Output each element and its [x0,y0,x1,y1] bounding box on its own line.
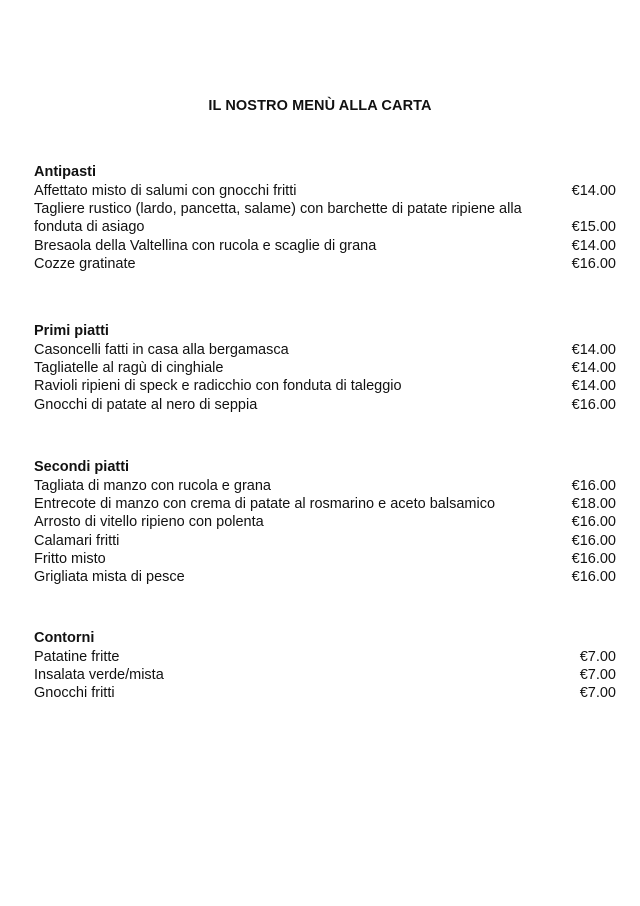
item-name: Fritto misto [34,550,106,567]
menu-item [34,550,616,568]
item-name: Calamari fritti [34,532,120,549]
item-name: Bresaola della Valtellina con rucola e scaglie di grana [34,237,377,254]
item-name: Casoncelli fatti in casa alla bergamasca [34,342,289,358]
item-price: €16.00 [571,255,616,272]
item-price: €7.00 [579,667,616,684]
menu-item [34,255,616,273]
menu-item [34,396,616,414]
section-primi-piatti [34,322,616,414]
item-price: €16.00 [571,514,616,531]
section-title: Antipasti [34,164,97,180]
item-price: €7.00 [579,649,616,665]
item-name: Entrecote di manzo con crema di patate al rosmarino e aceto balsamico [34,496,496,513]
menu-item [34,568,616,586]
menu-item [34,359,616,377]
menu-item [34,532,616,550]
item-name: Tagliere rustico (lardo, pancetta, salame) con barchette di patate ripiene alla fonduta di asiago [34,201,522,236]
item-name: Affettato misto di salumi con gnocchi fritti [34,183,297,199]
menu-item [34,341,616,359]
menu-item [34,200,616,236]
item-price: €18.00 [571,496,616,513]
item-name: Tagliatelle al ragù di cinghiale [34,360,224,377]
menu-item [34,377,616,395]
section-secondi-piatti [34,458,616,586]
menu-title: IL NOSTRO MENÙ ALLA CARTA [208,98,432,114]
menu-item [34,477,616,495]
item-name: Cozze gratinate [34,255,136,272]
section-title: Primi piatti [34,323,109,339]
item-price: €7.00 [579,685,616,702]
section-contorni [34,629,616,703]
menu-item [34,237,616,255]
menu-item [34,666,616,684]
item-price: €16.00 [571,569,616,586]
item-name: Gnocchi di patate al nero di seppia [34,396,258,413]
menu-item [34,648,616,666]
item-price: €14.00 [571,378,616,395]
item-price: €14.00 [571,360,616,377]
item-name: Ravioli ripieni di speck e radicchio con fonduta di taleggio [34,378,402,395]
item-name: Insalata verde/mista [34,667,164,684]
menu-item [34,513,616,531]
item-price: €14.00 [571,237,616,254]
item-price: €16.00 [571,532,616,549]
section-title: Contorni [34,630,95,646]
item-price: €14.00 [571,183,616,199]
menu-item [34,684,616,702]
item-name: Gnocchi fritti [34,685,115,702]
item-name: Grigliata mista di pesce [34,569,185,586]
item-price: €15.00 [571,219,616,236]
item-price: €16.00 [571,550,616,567]
menu-item [34,182,616,200]
item-price: €16.00 [571,478,616,494]
item-price: €14.00 [571,342,616,358]
item-name: Patatine fritte [34,649,120,665]
section-antipasti [34,163,616,273]
item-price: €16.00 [571,396,616,413]
menu-item [34,495,616,513]
item-name: Arrosto di vitello ripieno con polenta [34,514,264,531]
item-name: Tagliata di manzo con rucola e grana [34,478,271,494]
section-title: Secondi piatti [34,459,130,475]
